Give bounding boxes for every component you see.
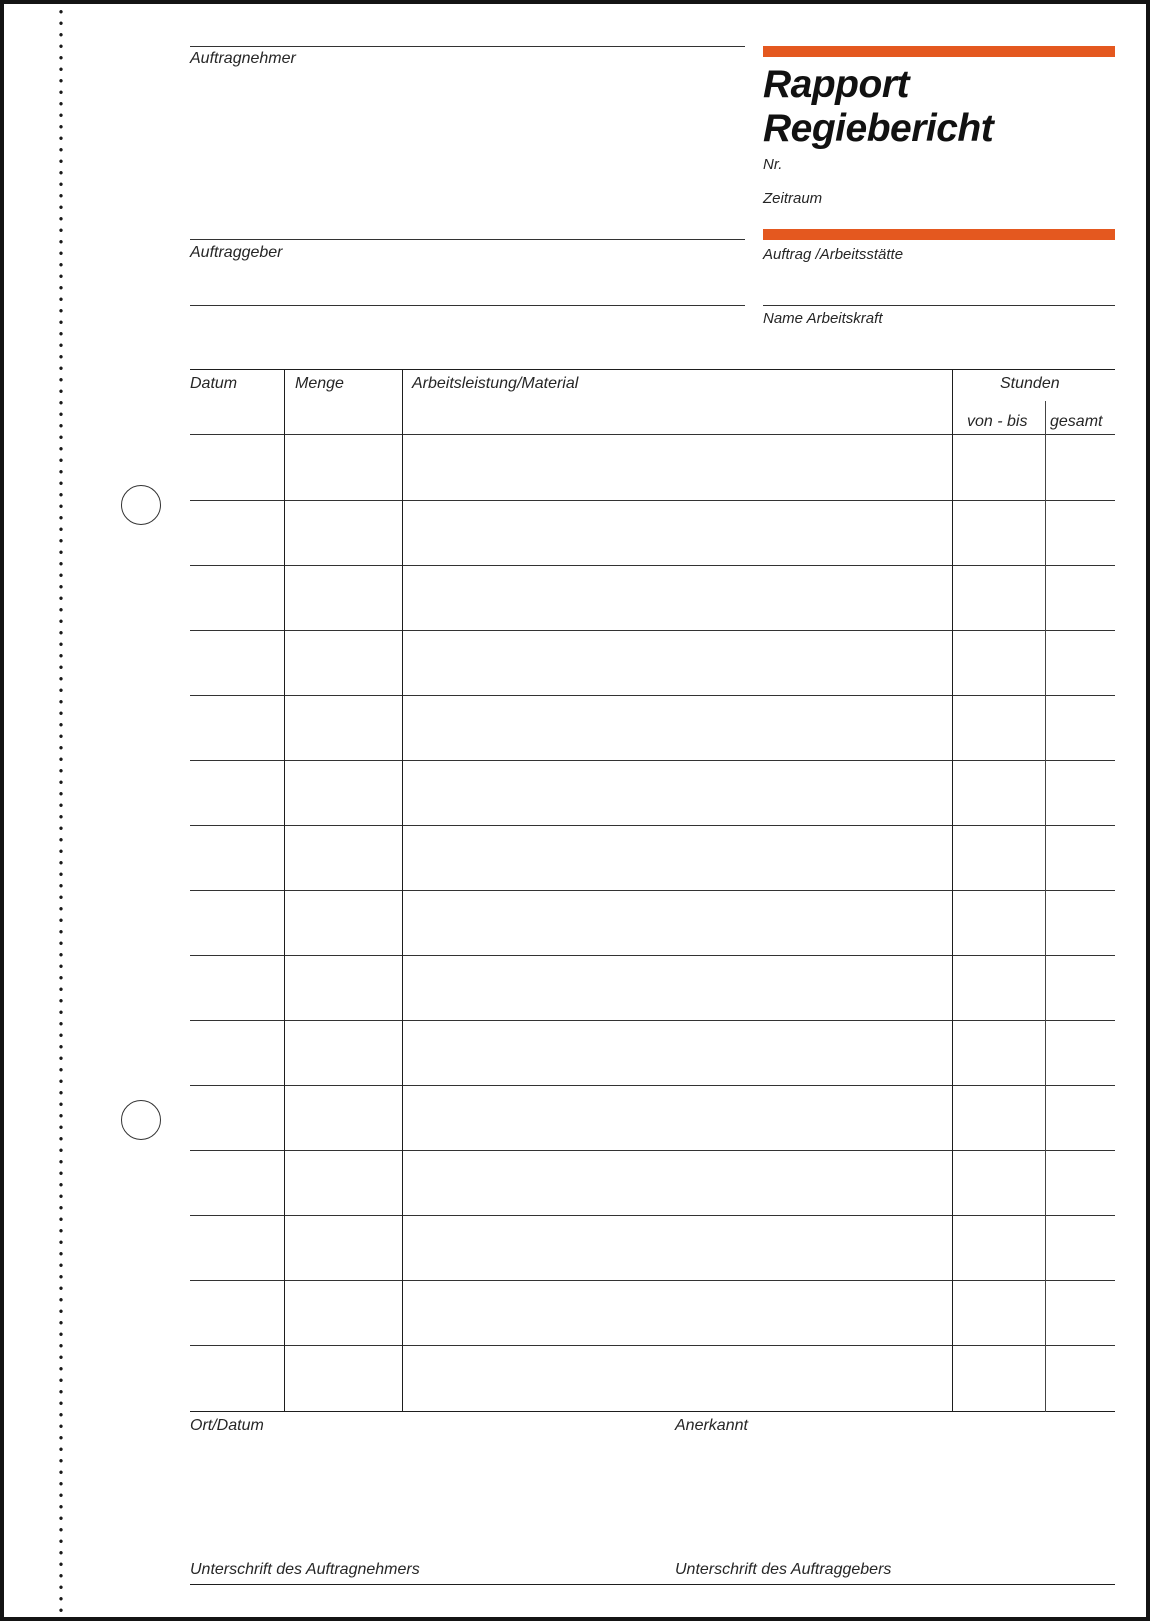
client-field[interactable] (190, 262, 745, 302)
column-quantity-header: Menge (295, 375, 344, 392)
accent-bar-bottom (763, 229, 1115, 240)
date-column-cells[interactable] (190, 435, 284, 1411)
column-divider-date (284, 369, 285, 1412)
place-date-field[interactable] (190, 1440, 630, 1550)
quantity-column-cells[interactable] (286, 435, 402, 1411)
total-column-cells[interactable] (1047, 435, 1115, 1411)
punch-hole-bottom (121, 1100, 161, 1140)
perforation-line (59, 6, 63, 1614)
form-title-line2: Regiebericht (763, 107, 994, 150)
column-divider-hours (1045, 401, 1046, 1412)
client-second-line (190, 305, 745, 306)
form-title-line1: Rapport (763, 63, 909, 106)
client-signature-label: Unterschrift des Auftraggebers (675, 1561, 892, 1578)
accent-bar-top (763, 46, 1115, 57)
work-material-column-cells[interactable] (404, 435, 952, 1411)
table-bottom-line (190, 1411, 1115, 1412)
acknowledged-field[interactable] (675, 1440, 1115, 1550)
job-site-label: Auftrag /Arbeitsstätte (763, 246, 904, 263)
column-total-header: gesamt (1050, 413, 1103, 430)
place-date-label: Ort/Datum (190, 1417, 264, 1434)
contractor-field[interactable] (190, 70, 745, 230)
worker-name-label: Name Arbeitskraft (763, 310, 883, 327)
from-to-column-cells[interactable] (954, 435, 1045, 1411)
client-line (190, 239, 745, 240)
punch-hole-top (121, 485, 161, 525)
acknowledged-label: Anerkannt (675, 1417, 748, 1434)
number-label: Nr. (763, 156, 783, 173)
number-field[interactable] (790, 153, 1110, 175)
column-from-to-header: von - bis (967, 413, 1028, 430)
column-divider-work (952, 369, 953, 1412)
column-hours-header: Stunden (1000, 375, 1060, 392)
column-divider-quantity (402, 369, 403, 1412)
job-site-field[interactable] (763, 265, 1115, 303)
contractor-line (190, 46, 745, 47)
period-field[interactable] (840, 187, 1110, 209)
period-label: Zeitraum (763, 190, 823, 207)
client-label: Auftraggeber (190, 244, 283, 261)
worker-name-field[interactable] (763, 330, 1115, 360)
table-top-line (190, 369, 1115, 370)
signature-bottom-line (190, 1584, 1115, 1585)
column-work-material-header: Arbeitsleistung/Material (412, 375, 579, 392)
column-date-header: Datum (190, 375, 238, 392)
contractor-label: Auftragnehmer (190, 50, 296, 67)
job-site-line (763, 305, 1115, 306)
contractor-signature-label: Unterschrift des Auftragnehmers (190, 1561, 420, 1578)
